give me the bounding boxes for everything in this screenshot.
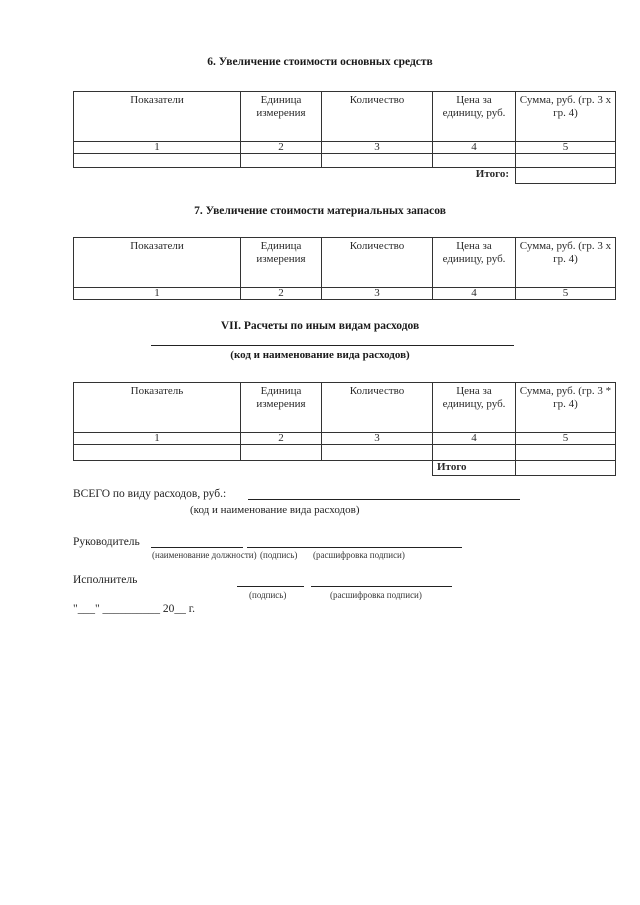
- column-number: 1: [74, 142, 241, 154]
- column-number: 5: [516, 288, 616, 300]
- total-label-cell: [433, 461, 516, 476]
- grand-total-line[interactable]: [248, 499, 520, 500]
- header-cell: Сумма, руб. (гр. 3 х гр. 4): [516, 238, 616, 288]
- column-number: 4: [433, 433, 516, 445]
- header-cell: Единица измерения: [241, 92, 322, 142]
- total-label-text: Итого:: [475, 168, 509, 180]
- header-cell: Показатели: [74, 92, 241, 142]
- data-cell[interactable]: [74, 154, 241, 168]
- data-cell[interactable]: [516, 445, 616, 461]
- header-cell: Цена за единицу, руб.: [433, 238, 516, 288]
- section-7-table: [73, 237, 616, 300]
- header-cell: Цена за единицу, руб.: [433, 383, 516, 433]
- total-label: [74, 168, 516, 184]
- head-signature-line[interactable]: [247, 547, 462, 548]
- data-cell[interactable]: [322, 154, 433, 168]
- executor-signature-caption: (подпись): [249, 590, 287, 600]
- column-number: 4: [433, 288, 516, 300]
- data-cell[interactable]: [241, 154, 322, 168]
- head-position-line[interactable]: [151, 547, 243, 548]
- header-cell: Количество: [322, 383, 433, 433]
- grand-total-caption: (код и наименование вида расходов): [190, 504, 360, 516]
- executor-decode-caption: (расшифровка подписи): [330, 590, 422, 600]
- column-number: 2: [241, 142, 322, 154]
- header-cell: Сумма, руб. (гр. 3 * гр. 4): [516, 383, 616, 433]
- header-cell: Показатель: [74, 383, 241, 433]
- column-number: 1: [74, 288, 241, 300]
- column-number: 1: [74, 433, 241, 445]
- section-7-title: 7. Увеличение стоимости материальных запасов: [194, 205, 446, 217]
- position-caption: (наименование должности): [152, 550, 257, 560]
- signature-caption: (подпись): [260, 550, 298, 560]
- header-cell: Единица измерения: [241, 238, 322, 288]
- total-value-cell[interactable]: [516, 168, 616, 184]
- column-number: 2: [241, 433, 322, 445]
- header-cell: Цена за единицу, руб.: [433, 92, 516, 142]
- column-number: 2: [241, 288, 322, 300]
- data-cell[interactable]: [433, 445, 516, 461]
- column-number: 3: [322, 288, 433, 300]
- total-value-cell[interactable]: [516, 461, 616, 476]
- section-6-title: 6. Увеличение стоимости основных средств: [207, 56, 433, 68]
- head-label: Руководитель: [73, 536, 140, 548]
- data-cell[interactable]: [516, 154, 616, 168]
- column-number: 5: [516, 142, 616, 154]
- total-label: Итого: [437, 461, 467, 473]
- section-6-table: [73, 91, 616, 184]
- grand-total-label: ВСЕГО по виду расходов, руб.:: [73, 488, 227, 500]
- data-cell[interactable]: [74, 445, 241, 461]
- header-cell: Количество: [322, 238, 433, 288]
- column-number: 3: [322, 142, 433, 154]
- section-vii-table: [73, 382, 616, 476]
- executor-label: Исполнитель: [73, 574, 138, 586]
- spacer-cell: [74, 461, 433, 476]
- column-number: 4: [433, 142, 516, 154]
- data-cell[interactable]: [433, 154, 516, 168]
- executor-decode-line[interactable]: [311, 586, 452, 587]
- section-vii-title: VII. Расчеты по иным видам расходов: [220, 320, 420, 332]
- data-cell[interactable]: [241, 445, 322, 461]
- header-cell: Сумма, руб. (гр. 3 х гр. 4): [516, 92, 616, 142]
- date-field[interactable]: "___" __________ 20__ г.: [73, 603, 196, 615]
- data-cell[interactable]: [322, 445, 433, 461]
- section-vii-subtitle: (код и наименование вида расходов): [230, 349, 410, 361]
- executor-signature-line[interactable]: [237, 586, 304, 587]
- column-number: 5: [516, 433, 616, 445]
- header-cell: Количество: [322, 92, 433, 142]
- column-number: 3: [322, 433, 433, 445]
- header-cell: Показатели: [74, 238, 241, 288]
- header-cell: Единица измерения: [241, 383, 322, 433]
- decode-caption: (расшифровка подписи): [313, 550, 405, 560]
- expense-code-line[interactable]: [151, 345, 514, 346]
